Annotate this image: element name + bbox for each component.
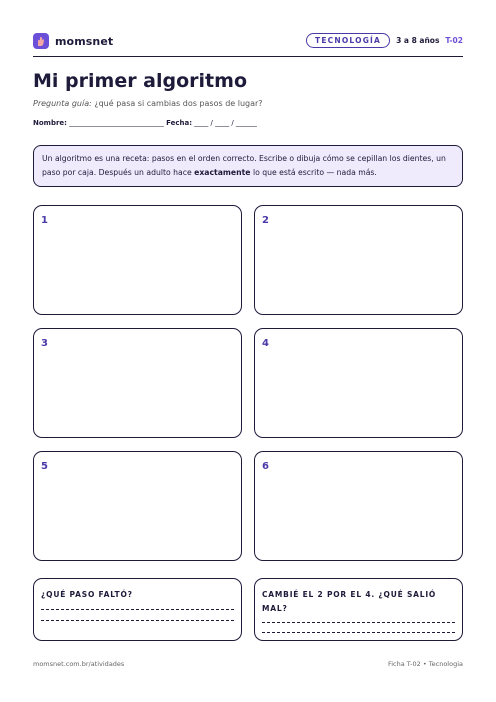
step-box-3[interactable] — [33, 328, 242, 438]
step-number: 6 — [262, 461, 269, 472]
date-line[interactable]: ____ / ____ / ______ — [192, 119, 257, 127]
sheet-meta — [306, 33, 463, 48]
footer-site-link[interactable]: momsnet.com.br/atividades — [33, 660, 125, 668]
answer-line[interactable] — [41, 620, 234, 621]
intro-text-end: lo que está escrito — nada más. — [250, 168, 377, 177]
page-title: Mi primer algoritmo — [33, 70, 247, 92]
answer-line[interactable] — [41, 609, 234, 610]
name-label: Nombre: — [33, 119, 67, 127]
header-divider — [33, 56, 463, 57]
header-bar — [33, 33, 463, 55]
step-box-6[interactable] — [254, 451, 463, 561]
intro-emphasis: exactamente — [194, 168, 251, 177]
footer-sheet-ref: Ficha T-02 • Tecnologia — [387, 660, 463, 668]
question-label: ¿QUÉ PASO FALTÓ? — [41, 590, 133, 599]
step-number: 5 — [41, 461, 48, 472]
step-box-1[interactable] — [33, 205, 242, 315]
brand-logo[interactable] — [33, 33, 113, 49]
brand-name: momsnet — [55, 34, 114, 48]
guide-question — [33, 99, 263, 108]
name-line[interactable]: ___________________________ — [66, 119, 164, 127]
answer-line[interactable] — [262, 632, 455, 633]
step-box-5[interactable] — [33, 451, 242, 561]
answer-line[interactable] — [262, 622, 455, 623]
step-box-4[interactable] — [254, 328, 463, 438]
step-number: 3 — [41, 338, 48, 349]
step-number: 4 — [262, 338, 269, 349]
step-box-2[interactable] — [254, 205, 463, 315]
intro-text-start: Un algoritmo es una receta: pasos en el orden correcto. Escribe o dibuja cómo se cepillan los dientes, un paso por caja. Después un adulto hace — [42, 154, 446, 177]
step-number: 2 — [262, 215, 269, 226]
missing-step-question[interactable] — [33, 578, 242, 641]
step-number: 1 — [41, 215, 48, 226]
sheet-code: T-02 — [445, 36, 463, 45]
date-label: Fecha: — [163, 119, 193, 127]
hand-icon — [33, 33, 49, 49]
question-label: CAMBIÉ EL 2 POR EL 4. ¿QUÉ SALIÓ MAL? — [262, 590, 437, 613]
age-range: 3 a 8 años — [396, 36, 440, 45]
swap-question[interactable] — [254, 578, 463, 641]
guide-text: ¿qué pasa si cambias dos pasos de lugar? — [91, 99, 263, 108]
guide-label: Pregunta guía: — [33, 99, 92, 108]
instructions-box — [33, 145, 463, 187]
category-badge: TECNOLOGÍA — [306, 33, 390, 48]
student-fields — [33, 119, 257, 127]
